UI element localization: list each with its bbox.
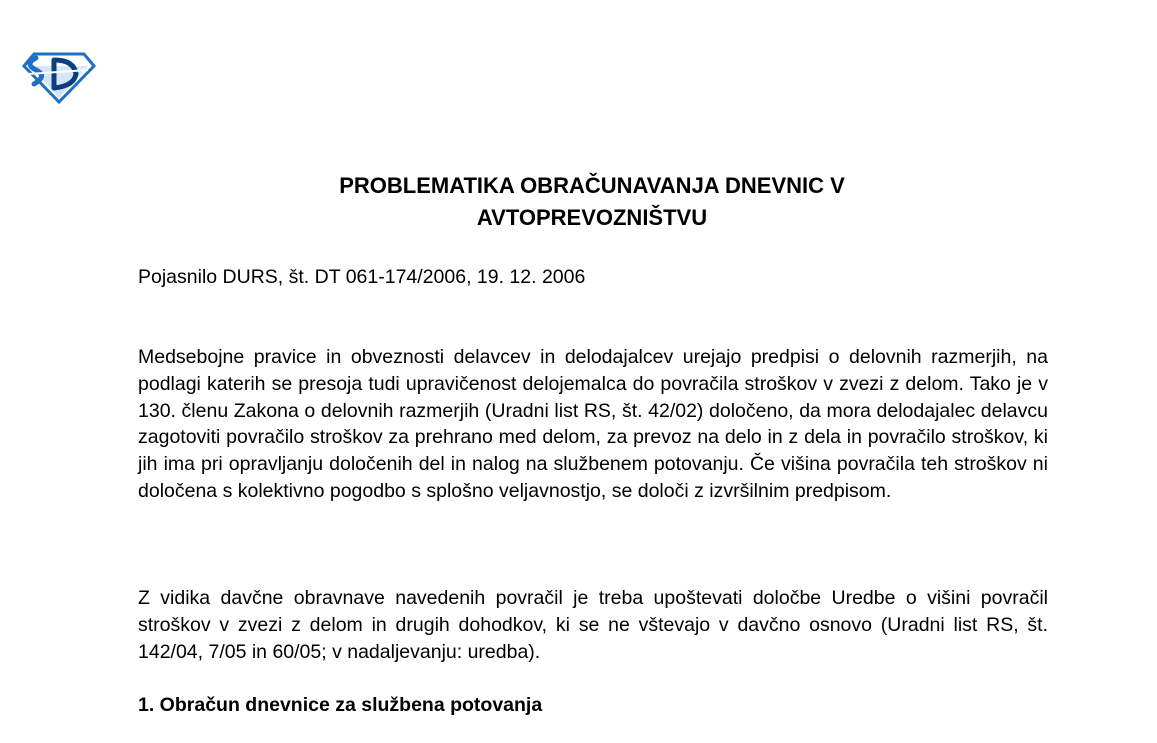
document-title-line-1: PROBLEMATIKA OBRAČUNAVANJA DNEVNIC V	[339, 173, 845, 198]
document-title	[140, 170, 1044, 234]
section-heading: 1. Obračun dnevnice za službena potovanja	[138, 694, 543, 716]
body-paragraph-1: Medsebojne pravice in obveznosti delavcev in delodajalcev urejajo predpisi o delovnih razmerjih, na podlagi katerih se presoja tudi upravičenost delojemalca do povračila stroškov v zvezi z delom. Tako je v 130. členu Zakona o delovnih razmerjih (Uradni list RS, št. 42/02) določeno, da mora delodajalec delavcu zagotoviti povračilo stroškov za prehrano med delom, za prevoz na delo in z dela in povračilo stroškov, ki jih ima pri opravljanju določenih del in nalog na službenem potovanju. Če višina povračila teh stroškov ni določena s kolektivno pogodbo s splošno veljavnostjo, se določi z izvršilnim predpisom.	[138, 346, 1048, 502]
document-reference: Pojasnilo DURS, št. DT 061-174/2006, 19. 12. 2006	[138, 266, 586, 288]
logo-emblem-icon	[22, 50, 96, 104]
document-title-line-2: AVTOPREVOZNIŠTVU	[476, 205, 708, 230]
body-paragraph-2: Z vidika davčne obravnave navedenih povračil je treba upoštevati določbe Uredbe o višini povračil stroškov v zvezi z delom in drugih dohodkov, ki se ne vštevajo v davčno osnovo (Uradni list RS, št. 142/04, 7/05 in 60/05; v nadaljevanju: uredba).	[138, 587, 1048, 663]
company-logo	[22, 50, 96, 104]
